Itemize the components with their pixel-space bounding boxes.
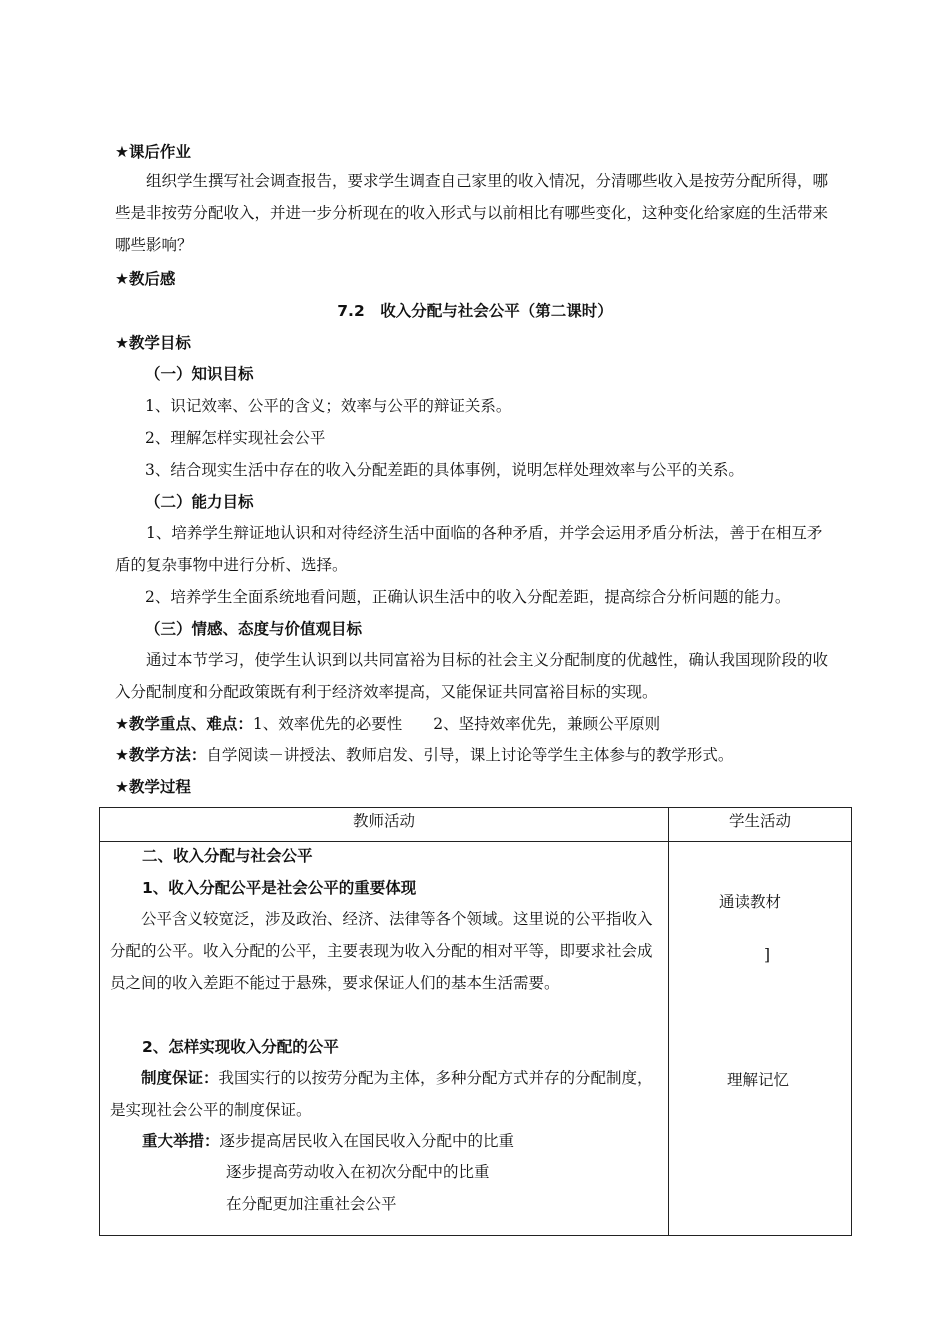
student-activity-read: 通读教材 <box>719 893 782 911</box>
student-activity-memorize: 理解记忆 <box>727 1071 790 1089</box>
stray-mark: ] <box>764 946 771 964</box>
homework-text: 组织学生撰写社会调查报告，要求学生调查自己家里的收入情况，分清哪些收入是按劳分配所得，哪些是非按劳分配收入，并进一步分析现在的收入形式与以前相比有哪些变化，这种变化给家庭的生活带来哪些影响？ <box>115 172 829 254</box>
header-student: 学生活动 <box>669 808 852 842</box>
reflection-heading: ★教后感 <box>115 270 176 288</box>
table-header-row <box>100 808 852 842</box>
teacher-activity-cell <box>100 842 669 1236</box>
key-points-label: ★教学重点、难点： <box>115 715 253 733</box>
system-text: 我国实行的以按劳分配为主体，多种分配方式并存的分配制度，是实现社会公平的制度保证。 <box>110 1069 653 1119</box>
key-points-text: 1、效率优先的必要性 2、坚持效率优先，兼顾公平原则 <box>252 715 661 733</box>
knowledge-heading: （一）知识目标 <box>145 365 254 383</box>
measures-line-1 <box>142 1130 514 1152</box>
header-teacher: 教师活动 <box>100 808 669 842</box>
table-body-row <box>100 842 852 1236</box>
methods-text: 自学阅读－讲授法、教师启发、引导，课上讨论等学生主体参与的教学形式。 <box>206 746 734 764</box>
point1-text: 公平含义较宽泛，涉及政治、经济、法律等各个领域。这里说的公平指收入分配的公平。收入分配的公平，主要表现为收入分配的相对平等，即要求社会成员之间的收入差距不能过于悬殊，要求保证人们的基本生活需要。 <box>110 910 653 992</box>
point2-title: 2、怎样实现收入分配的公平 <box>142 1038 339 1056</box>
measure-3: 在分配更加注重社会公平 <box>226 1195 397 1213</box>
teaching-methods <box>115 744 733 766</box>
measure-1: 逐步提高居民收入在国民收入分配中的比重 <box>219 1132 515 1150</box>
methods-label: ★教学方法： <box>115 746 207 764</box>
ability-item-2: 2、培养学生全面系统地看问题，正确认识生活中的收入分配差距，提高综合分析问题的能力。 <box>145 588 791 606</box>
system-label: 制度保证： <box>141 1069 219 1087</box>
knowledge-item-1: 1、识记效率、公平的含义；效率与公平的辩证关系。 <box>145 397 512 415</box>
measures-label: 重大举措： <box>142 1132 220 1150</box>
ability-heading: （二）能力目标 <box>145 493 254 511</box>
homework-heading: ★课后作业 <box>115 143 191 161</box>
knowledge-item-3: 3、结合现实生活中存在的收入分配差距的具体事例，说明怎样处理效率与公平的关系。 <box>145 461 744 479</box>
measure-2: 逐步提高劳动收入在初次分配中的比重 <box>226 1163 490 1181</box>
knowledge-item-2: 2、理解怎样实现社会公平 <box>145 429 326 447</box>
section-title: 二、收入分配与社会公平 <box>142 847 313 865</box>
objectives-heading: ★教学目标 <box>115 334 191 352</box>
student-activity-cell <box>669 842 852 1236</box>
system-guarantee <box>110 1062 658 1126</box>
process-heading: ★教学过程 <box>115 778 191 796</box>
lesson-title: 7.2 收入分配与社会公平（第二课时） <box>337 302 613 320</box>
process-table <box>99 807 852 1236</box>
key-points <box>115 713 660 735</box>
emotion-heading: （三）情感、态度与价值观目标 <box>145 620 363 638</box>
emotion-text: 通过本节学习，使学生认识到以共同富裕为目标的社会主义分配制度的优越性，确认我国现阶段的收入分配制度和分配政策既有利于经济效率提高，又能保证共同富裕目标的实现。 <box>115 651 829 701</box>
ability-item-1: 1、培养学生辩证地认识和对待经济生活中面临的各种矛盾，并学会运用矛盾分析法，善于在相互矛盾的复杂事物中进行分析、选择。 <box>115 524 823 574</box>
point1-title: 1、收入分配公平是社会公平的重要体现 <box>142 879 417 897</box>
